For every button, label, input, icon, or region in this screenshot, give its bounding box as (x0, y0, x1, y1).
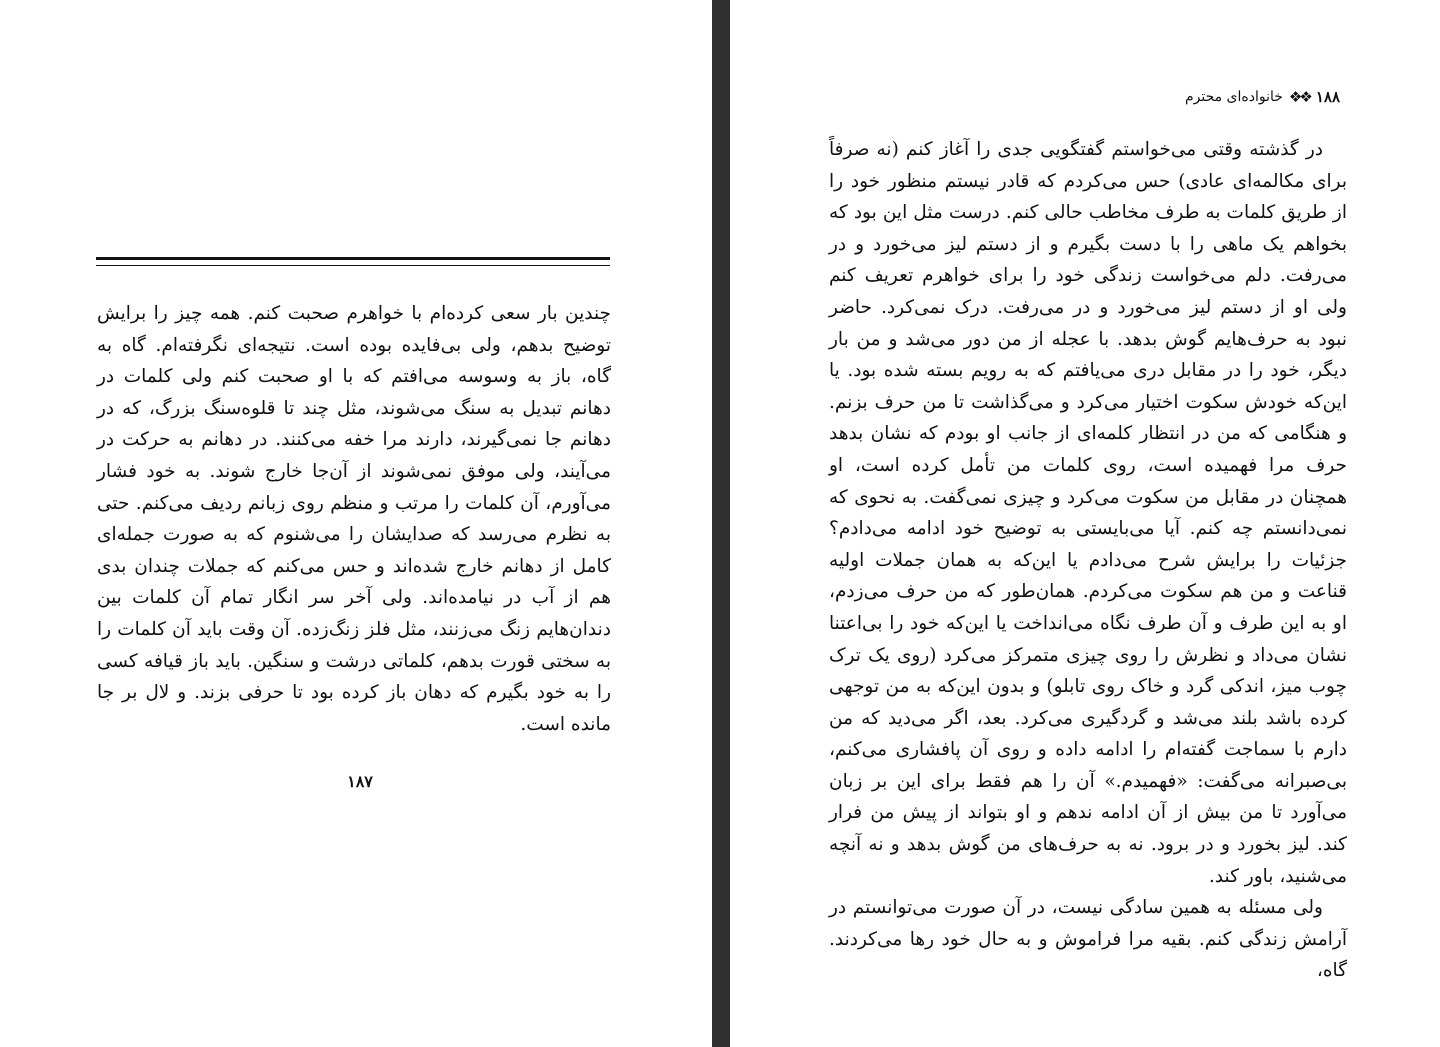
right-page-number: ۱۸۸ (1315, 88, 1340, 106)
left-paragraph: چندین بار سعی کرده‌ام با خواهرم صحبت کنم. همه چیز را برایش توضیح بدهم، ولی بی‌فایده بوده است. نتیجه‌ای نگرفته‌ام. گاه به گاه، باز به وسوسه می‌افتم که با او صحبت کنم ولی کلمات در دهانم تبدیل به سنگ می‌شوند، مثل چند تا قلوه‌سنگ بزرگ، که در دهانم جا نمی‌گیرند، دارند مرا خفه می‌کنند. در دهانم به حرکت در می‌آیند، ولی موفق نمی‌شوند از آن‌جا خارج شوند. به خود فشار می‌آورم، آن کلمات را مرتب و منظم روی زبانم ردیف می‌کنم. حتی به نظرم می‌رسد که صدایشان را می‌شنوم که به صورت جمله‌ای کامل از دهانم خارج شده‌اند و حس می‌کنم که جملات چندان بدی هم از آب در نیامده‌اند. ولی آخر سر انگار تمام آن کلمات بین دندان‌هایم زنگ می‌زنند، مثل فلز زنگ‌زده. آن وقت باید آن کلمات را به سختی قورت بدهم، کلماتی درشت و سنگین. باید باز قیافه کسی را به خود بگیرم که دهان باز کرده بود تا حرفی بزند. و لال بر جا مانده است. (97, 303, 611, 735)
book-spine (712, 0, 730, 1047)
right-paragraph-1: در گذشته وقتی می‌خواستم گفتگویی جدی را آغاز کنم (نه صرفاً برای مکالمه‌ای عادی) حس می‌کردم که قادر نیستم منظور خود را از طریق کلمات به طرف مخاطب حالی کنم. درست مثل این بود که بخواهم یک ماهی را با دست بگیرم و از دستم لیز می‌خورد و در می‌رفت. دلم می‌خواست زندگی خود را برای خواهرم تعریف کنم ولی او از دستم لیز می‌خورد و در می‌رفت. درک نمی‌کرد. حاضر نبود به حرف‌هایم گوش بدهد. با عجله از من دور می‌شد و من بار دیگر، خود را در مقابل دری می‌یافتم که به رویم بسته شده بود. یا این‌که خودش سکوت اختیار می‌کرد و می‌گذاشت تا من حرف بزنم. و هنگامی که من در انتظار کلمه‌ای از جانب او بودم که نشان بدهد حرف مرا فهمیده است، روی کلمات من تأمل کرده است، او همچنان در مقابل من سکوت می‌کرد و چیزی نمی‌گفت. به نحوی که نمی‌دانستم چه کنم. آیا می‌بایستی به توضیح خود ادامه می‌دادم؟ جزئیات را برایش شرح می‌دادم یا این‌که به همان جملات اولیه قناعت و من هم سکوت می‌کردم. همان‌طور که من حرف می‌زدم، او به این طرف و آن طرف نگاه می‌انداخت یا این‌که خود را بی‌اعتنا نشان می‌داد و نظرش را روی چیزی متمرکز می‌کرد (روی یک ترک چوب میز، اندکی گرد و خاک روی تابلو) و بدون این‌که به من توجهی کرده باشد بلند می‌شد و گردگیری می‌کرد. بعد، اگر می‌دید که من دارم با سماجت گفته‌ام را ادامه داده و روی آن پافشاری می‌کنم، بی‌صبرانه می‌گفت: «فهمیدم.» آن را هم فقط برای این بر زبان می‌آورد تا من بیش از آن ادامه ندهم و او بتواند از پیش من فرار کند. لیز بخورد و در برود. نه به حرف‌های من گوش بدهد و نه آنچه می‌شنید، باور کند. (829, 139, 1347, 887)
left-page (0, 0, 712, 1047)
double-rule-divider (96, 257, 610, 266)
left-page-text (97, 298, 611, 740)
right-page-text (829, 134, 1347, 987)
right-page (730, 0, 1440, 1047)
running-head (1185, 88, 1340, 106)
ornament-icon: ❖❖ (1288, 88, 1310, 106)
running-head-title: خانواده‌ای محترم (1184, 89, 1283, 105)
left-page-number: ۱۸۷ (347, 772, 373, 791)
right-paragraph-2: ولی مسئله به همین سادگی نیست، در آن صورت می‌توانستم در آرامش زندگی کنم. بقیه مرا فراموش و به حال خود رها می‌کردند. گاه، (829, 897, 1347, 982)
